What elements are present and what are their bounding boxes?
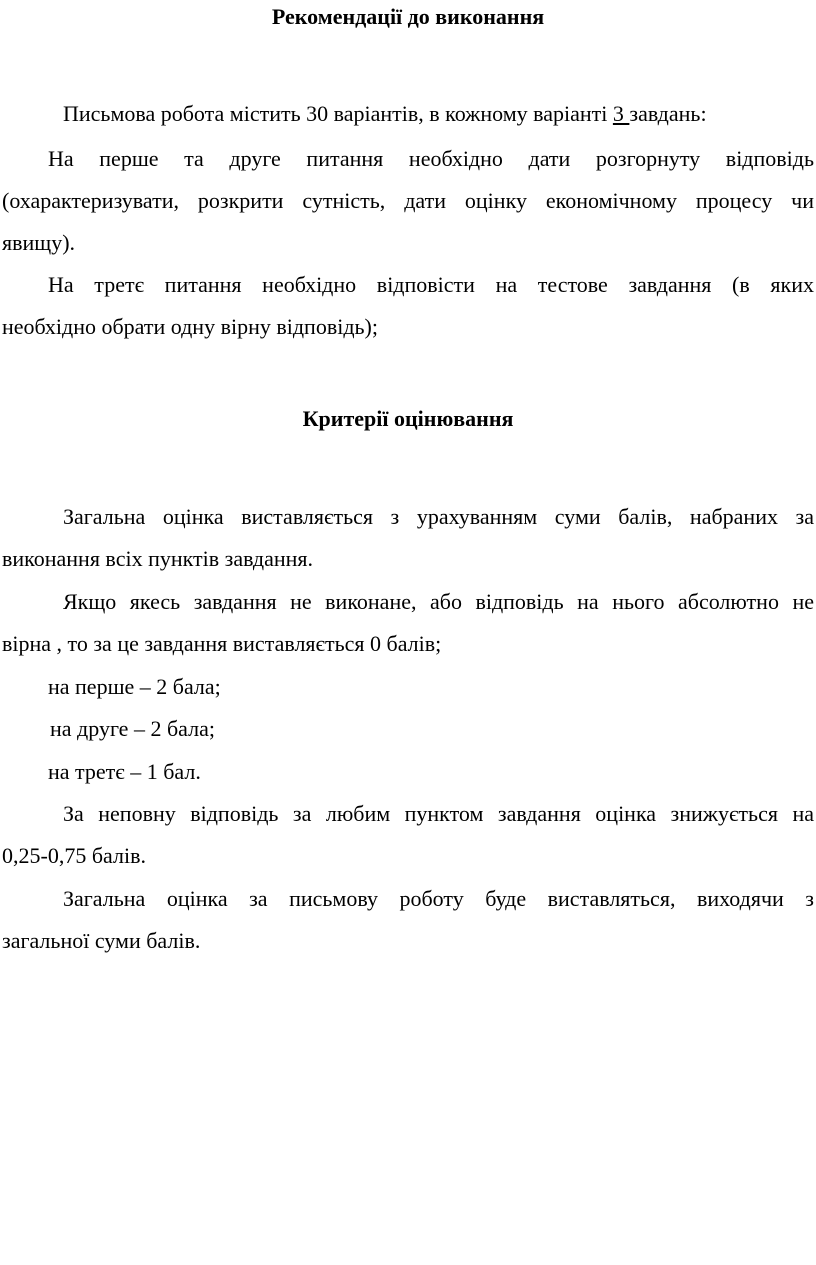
intro-text-start: Письмова робота містить 30 варіантів, в кожному варіанті <box>63 101 613 126</box>
paragraph-question-3-line2: необхідно обрати одну вірну відповідь); <box>2 314 378 339</box>
task-count: 3 <box>612 101 630 126</box>
score-item-third: на третє – 1 бал. <box>48 759 201 784</box>
paragraph-partial-answer-line2: 0,25-0,75 балів. <box>2 843 146 868</box>
paragraph-partial-answer-line1: За неповну відповідь за любим пунктом завдання оцінка знижується на <box>63 801 814 826</box>
intro-paragraph <box>63 101 803 127</box>
paragraph-final-grade-line2: загальної суми балів. <box>2 928 201 953</box>
score-item-second: на друге – 2 бала; <box>50 716 215 741</box>
paragraph-zero-score-line1: Якщо якесь завдання не виконане, або відповідь на нього абсолютно не <box>63 589 814 614</box>
section-heading-criteria: Критерії оцінювання <box>302 406 514 431</box>
paragraph-question-3-line1: На третє питання необхідно відповісти на тестове завдання (в яких <box>48 272 814 297</box>
score-item-first: на перше – 2 бала; <box>48 674 221 699</box>
paragraph-total-score-line2: виконання всіх пунктів завдання. <box>2 546 314 571</box>
paragraph-questions-1-2-line3: явищу). <box>2 230 76 255</box>
section-heading-recommendations: Рекомендації до виконання <box>271 4 545 29</box>
paragraph-final-grade-line1: Загальна оцінка за письмову роботу буде виставляться, виходячи з <box>63 886 814 911</box>
paragraph-questions-1-2-line1: На перше та друге питання необхідно дати розгорнуту відповідь <box>48 146 814 171</box>
paragraph-questions-1-2-line2: (охарактеризувати, розкрити сутність, дати оцінку економічному процесу чи <box>2 188 814 213</box>
intro-text-end: завдань: <box>629 101 707 126</box>
paragraph-zero-score-line2: вірна , то за це завдання виставляється 0 балів; <box>2 631 442 656</box>
paragraph-total-score-line1: Загальна оцінка виставляється з урахуванням суми балів, набраних за <box>63 504 814 529</box>
